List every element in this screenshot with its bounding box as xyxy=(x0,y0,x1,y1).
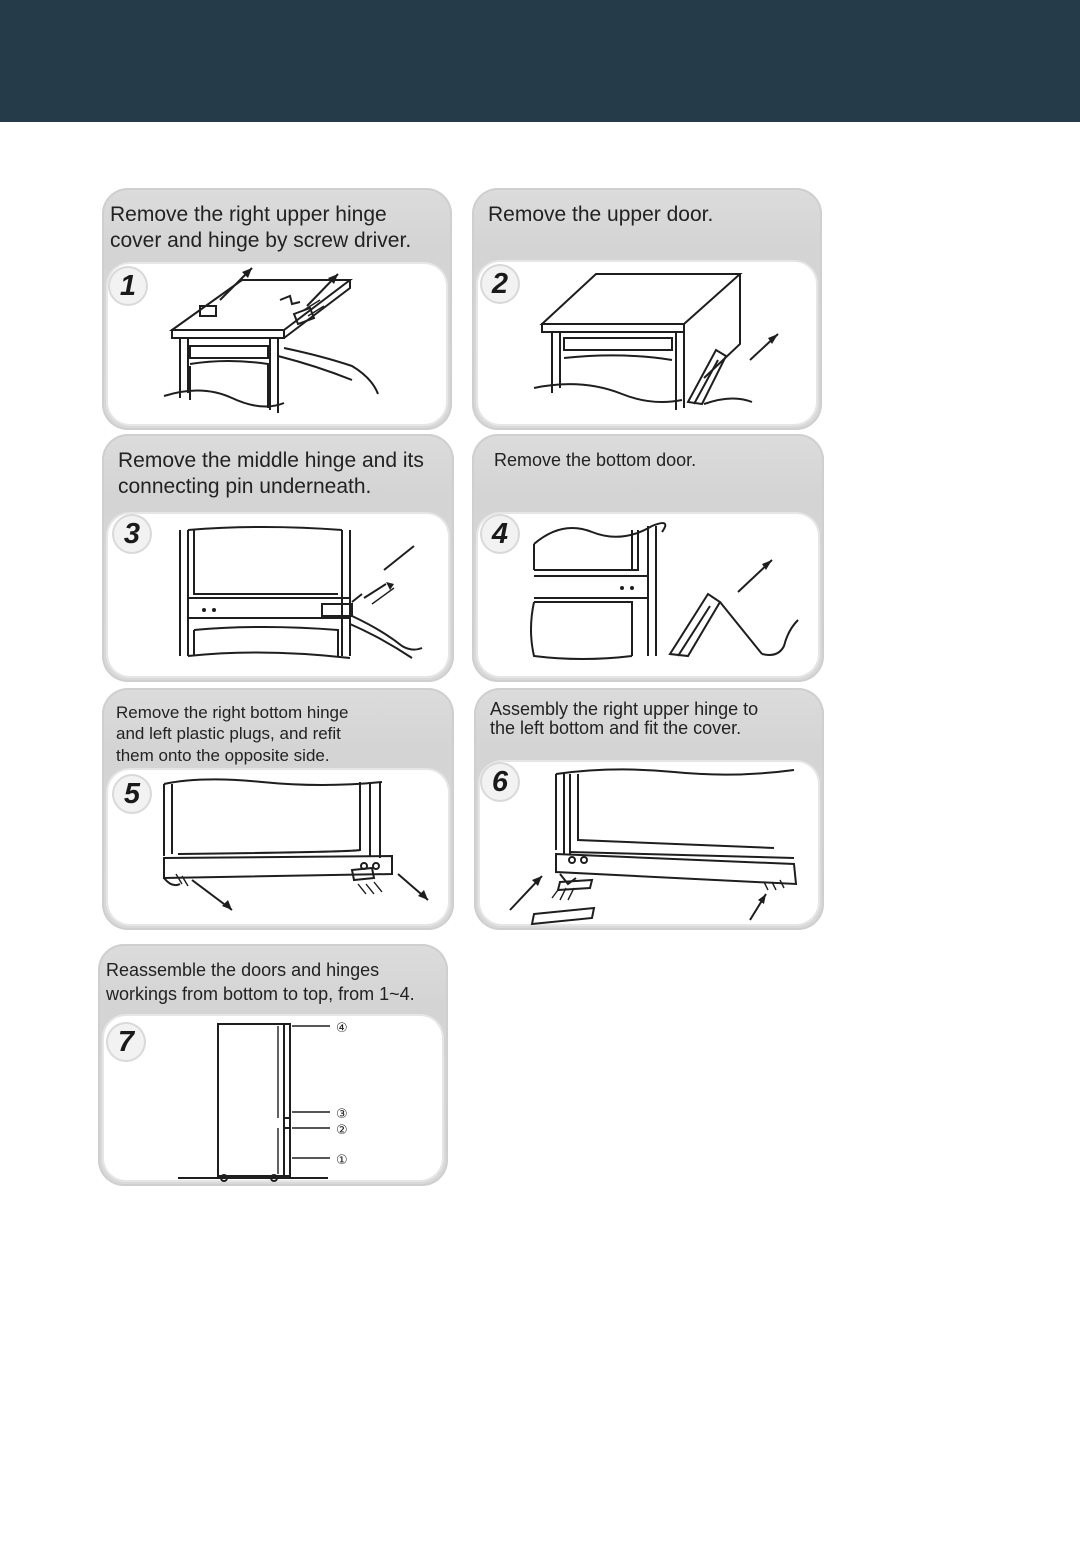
marker-2: ② xyxy=(336,1123,348,1138)
step-6-card xyxy=(474,688,824,930)
caption-line: Remove the upper door. xyxy=(488,203,714,226)
step-2-illustration xyxy=(472,188,822,430)
step-5-card xyxy=(102,688,454,930)
step-3-card xyxy=(102,434,454,682)
step-4-illustration xyxy=(472,434,824,682)
caption-line: Remove the right upper hinge xyxy=(110,203,387,226)
step-1-illustration xyxy=(102,188,452,430)
marker-4: ④ xyxy=(336,1021,348,1036)
step-6-illustration xyxy=(474,688,824,930)
caption-line: Reassemble the doors and hinges xyxy=(106,960,380,980)
caption-line: Remove the middle hinge and its xyxy=(118,449,424,472)
step-4-card xyxy=(472,434,824,682)
step-3-number-badge: 3 xyxy=(114,516,150,552)
step-5-number-badge: 5 xyxy=(114,776,150,812)
header-bar xyxy=(0,0,1080,122)
step-7-number-badge: 7 xyxy=(108,1024,144,1060)
marker-1: ① xyxy=(336,1153,348,1168)
caption-line: Remove the bottom door. xyxy=(494,450,697,470)
step-7-illustration xyxy=(98,944,448,1186)
step-3-illustration xyxy=(102,434,454,682)
caption-line: and left plastic plugs, and refit xyxy=(116,724,341,744)
step-6-number-badge: 6 xyxy=(482,764,518,800)
caption-line: workings from bottom to top, from 1~4. xyxy=(106,984,415,1005)
step-5-illustration xyxy=(102,688,454,930)
step-1-card xyxy=(102,188,452,430)
caption-line: connecting pin underneath. xyxy=(118,474,372,498)
step-1-number-badge: 1 xyxy=(110,268,146,304)
step-2-card xyxy=(472,188,822,430)
caption-line: Remove the right bottom hinge xyxy=(116,703,349,722)
marker-3: ③ xyxy=(336,1107,348,1122)
caption-line: cover and hinge by screw driver. xyxy=(110,228,412,252)
caption-line: them onto the opposite side. xyxy=(116,745,330,765)
caption-line: Assembly the right upper hinge to xyxy=(490,699,759,719)
step-2-number-badge: 2 xyxy=(482,266,518,302)
caption-line: the left bottom and fit the cover. xyxy=(490,717,742,738)
step-4-number-badge: 4 xyxy=(482,516,518,552)
step-7-card xyxy=(98,944,448,1186)
